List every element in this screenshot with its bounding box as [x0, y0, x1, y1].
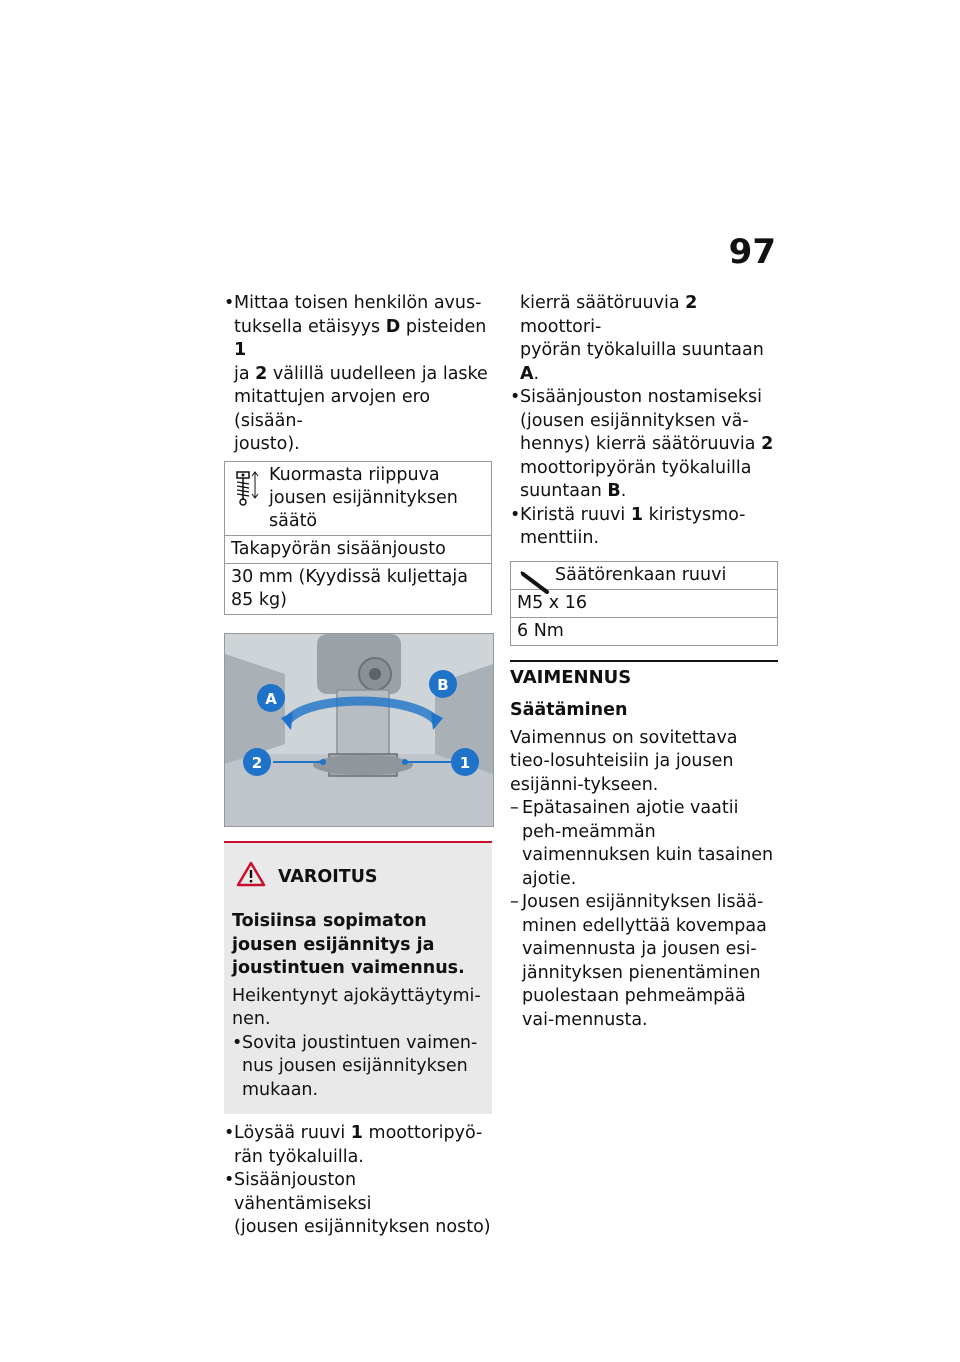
spec-header-text: Kuormasta riippuva jousen esijännityksen säätö: [269, 464, 458, 531]
spec-table-screw: [510, 561, 778, 646]
instruction-loosen: • Löysää ruuvi 1 moottoripyö- rän työkaluilla.: [224, 1122, 492, 1169]
svg-text:B: B: [437, 675, 449, 694]
dash-item: – Jousen esijännityksen lisää-minen edellyttää kovempaa vaimennusta ja jousen esi-jännityksen pienentäminen puolestaan pehmeämpää vai-mennusta.: [510, 891, 778, 1032]
dash-item: – Epätasainen ajotie vaatii peh-meämmän vaimennuksen kuin tasainen ajotie.: [510, 797, 778, 891]
warning-text: Heikentynyt ajokäyttäytymi-nen.: [232, 985, 481, 1029]
section-divider: [510, 660, 778, 662]
label-a: [257, 684, 285, 712]
spec-row: Takapyörän sisäänjousto: [225, 535, 492, 563]
spec-value: 6 Nm: [511, 617, 778, 645]
page-number: 97: [728, 232, 776, 272]
warning-triangle-icon: [236, 861, 266, 895]
spring-strut-icon: [233, 468, 259, 515]
svg-text:2: 2: [251, 753, 263, 772]
shock-adjuster-illustration: [224, 633, 494, 827]
instruction-measure: • Mittaa toisen henkilön avus- tuksella etäisyys D pisteiden 1 ja 2 välillä uudelleen ja laske mitattujen arvojen ero (sisään- jousto).: [224, 292, 492, 457]
label-b: [429, 670, 457, 698]
warning-bullet: • Sovita joustintuen vaimen-nus jousen esijännityksen mukaan.: [232, 1032, 484, 1103]
svg-text:A: A: [265, 689, 277, 708]
right-column: [510, 292, 778, 1032]
section-title: VAIMENNUS: [510, 666, 632, 688]
warning-heading: Toisiinsa sopimaton jousen esijännitys ja joustintuen vaimennus.: [232, 911, 465, 978]
torque-wrench-icon: [519, 568, 553, 605]
spec-value: 30 mm (Kyydissä kuljettaja 85 kg): [225, 563, 492, 614]
label-1: [451, 748, 479, 776]
instruction-increase: • Sisäänjouston nostamiseksi (jousen esijännityksen vä- hennys) kierrä säätöruuvia 2 moottoripyörän työkaluilla suuntaan B.: [510, 386, 778, 504]
svg-text:1: 1: [459, 753, 471, 772]
warning-box: [224, 841, 492, 1115]
instruction-tighten: • Kiristä ruuvi 1 kiristysmo- menttiin.: [510, 504, 778, 551]
intro-paragraph: Vaimennus on sovitettava tieo-losuhteisiin ja jousen esijänni-tykseen.: [510, 727, 738, 795]
warning-title: VAROITUS: [278, 866, 378, 887]
spec-row: M5 x 16: [511, 589, 778, 617]
instruction-reduce: • Sisäänjouston vähentämiseksi (jousen esijännityksen nosto): [224, 1169, 492, 1240]
instruction-reduce-cont: kierrä säätöruuvia 2 moottori- pyörän työkaluilla suuntaan A.: [520, 293, 764, 384]
left-column: [224, 292, 492, 1240]
label-2: [243, 748, 271, 776]
subsection-title: Säätäminen: [510, 700, 628, 720]
spec-table-preload: [224, 461, 492, 615]
spec-header-text: Säätörenkaan ruuvi: [555, 564, 727, 585]
